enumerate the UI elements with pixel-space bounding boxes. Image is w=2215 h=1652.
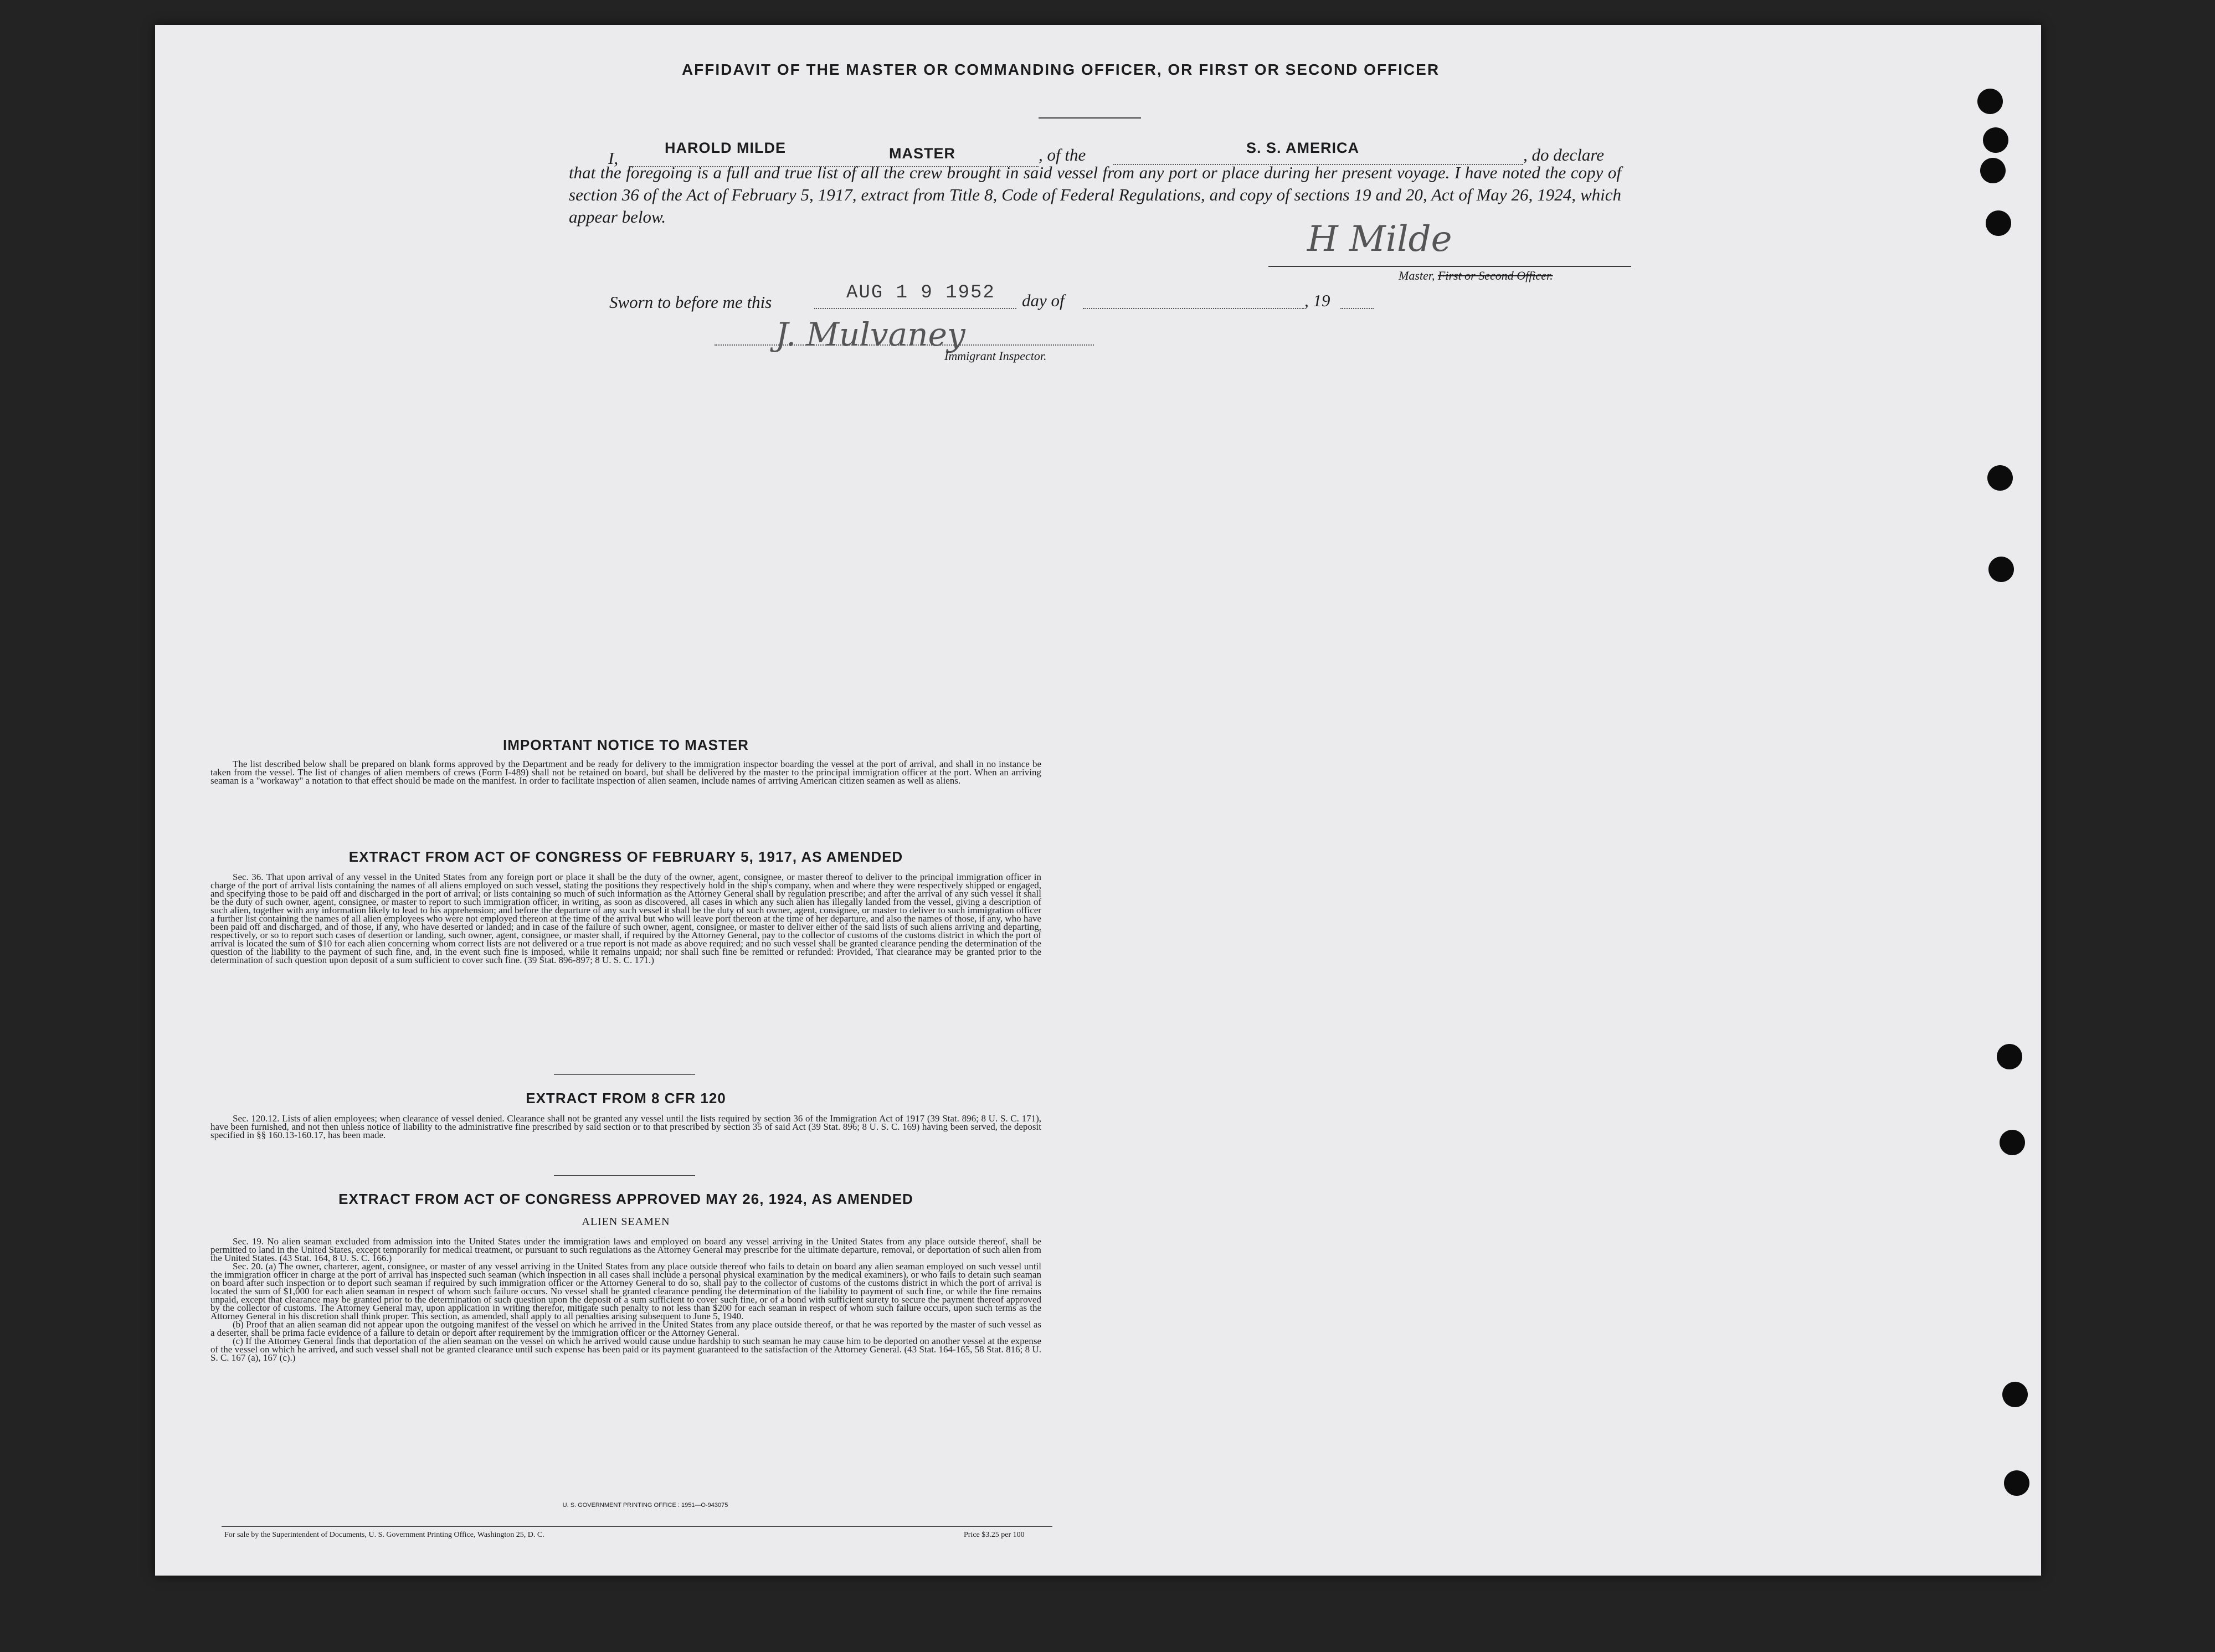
punch-hole — [1997, 1044, 2022, 1069]
notice-paragraph: The list described below shall be prepared on blank forms approved by the Department and be ready for delivery to the immigration inspector boarding the vessel at the port of arrival, and shall in no instance be taken from the vessel. The list of changes of alien members of crews (Form I-489) shall not be retained on board, but shall be delivered by the master to the principal immigration officer at the port. When an arriving seaman is a "workaway" a notation to that effect should be made on the manifest. In order to facilitate inspection of alien seamen, include names of arriving American citizen seamen as well as aliens. — [210, 759, 1041, 786]
extract-cfr-title: EXTRACT FROM 8 CFR 120 — [526, 1090, 726, 1107]
punch-hole — [1977, 89, 2003, 114]
notice-title: IMPORTANT NOTICE TO MASTER — [503, 737, 749, 753]
month-line — [1083, 308, 1304, 309]
alien-seamen-subtitle: ALIEN SEAMEN — [582, 1216, 670, 1228]
year-line — [1340, 308, 1374, 309]
punch-hole — [1983, 127, 2008, 153]
gpo-imprint: U. S. GOVERNMENT PRINTING OFFICE : 1951—O-943075 — [562, 1502, 728, 1509]
inspector-signature: J. Mulvaney — [775, 316, 965, 353]
day-of-label: day of — [1022, 291, 1065, 310]
master-caption-a: Master, — [1399, 269, 1435, 282]
punch-hole — [1988, 557, 2014, 582]
inspector-caption: Immigrant Inspector. — [944, 349, 1047, 363]
master-rank: MASTER — [889, 145, 955, 162]
punch-hole — [2000, 1130, 2025, 1155]
sworn-label: Sworn to before me this — [609, 292, 772, 312]
punch-hole — [1987, 465, 2013, 491]
inspector-line — [715, 344, 1094, 346]
extract-cfr-text — [210, 1114, 1041, 1139]
i-label: I, — [608, 148, 619, 168]
section-20a-paragraph: Sec. 20. (a) The owner, charterer, agent, consignee, or master of any vessel arriving in the United States from any place outside thereof who fails to detain on board any alien seaman employed on such vessel until the immigration officer in charge at the port of arrival has inspected such seaman (which inspection in all cases shall include a personal physical examination by the medical examiners), or who fails to detain such seaman on board after such inspection or to deport such seaman if required by such immigration officer or the Attorney General to do so, shall pay to the collector of customs of the customs district in which the port of arrival is located the sum of $1,000 for each alien seaman in respect of whom such failure occurs. No vessel shall be granted clearance pending the determination of the liability to payment of such fine, or while the fine remains unpaid, except that clearance may be granted prior to the determination of such question upon the deposit of a sum sufficient to cover such fine, or of a bond with sufficient surety to secure the payment thereof approved by the collector of customs. The Attorney General may, upon application in writing therefor, mitigate such penalty to not less than $200 for each seaman in respect of whom such failure occurs, upon such terms as the Attorney General in his discretion shall think proper. This section, as amended, shall apply to all penalties arising subsequent to June 5, 1940. — [210, 1261, 1041, 1321]
extract-1917-text — [210, 873, 1041, 964]
master-signature: H Milde — [1307, 219, 1452, 260]
vessel-name: S. S. AMERICA — [1246, 140, 1360, 156]
year-prefix: , 19 — [1304, 291, 1330, 310]
master-name: HAROLD MILDE — [665, 140, 786, 156]
footer-rule — [222, 1526, 1052, 1527]
section-19-paragraph: Sec. 19. No alien seaman excluded from admission into the United States under the immigration laws and employed on board any vessel arriving in the United States from any place outside thereof, shall be permitted to land in the United States, except temporarily for medical treatment, or pursuant to such regulations as the Attorney General may prescribe for the ultimate departure, removal, or deportation of such alien from the United States. (43 Stat. 164, 8 U. S. C. 166.) — [210, 1236, 1041, 1263]
master-caption-b: First or Second Officer. — [1437, 269, 1553, 282]
master-caption — [1399, 269, 1553, 283]
punch-hole — [2004, 1470, 2029, 1496]
master-signature-line — [1268, 266, 1631, 267]
extract-1924-title: EXTRACT FROM ACT OF CONGRESS APPROVED MAY 26, 1924, AS AMENDED — [338, 1191, 913, 1207]
section-120-paragraph: Sec. 120.12. Lists of alien employees; when clearance of vessel denied. Clearance shall not be granted any vessel until the lists required by section 36 of the Immigration Act of 1917 (39 Stat. 896; 8 U. S. C. 171), have been furnished, and not then unless notice of liability to the administrative fine prescribed by said section or to that prescribed by section 35 of said Act (39 Stat. 896; 8 U. S. C. 169) having been served, the deposit specified in §§ 160.13-160.17, has been made. — [210, 1113, 1041, 1140]
punch-hole — [1980, 158, 2006, 183]
sworn-date-stamp: AUG 1 9 1952 — [846, 282, 995, 303]
punch-hole — [1986, 210, 2011, 236]
section-divider — [554, 1074, 695, 1075]
do-declare-label: , do declare — [1523, 145, 1605, 164]
extract-1917-title: EXTRACT FROM ACT OF CONGRESS OF FEBRUARY 5, 1917, AS AMENDED — [348, 848, 903, 865]
section-36-paragraph: Sec. 36. That upon arrival of any vessel in the United States from any foreign port or place it shall be the duty of the owner, agent, consignee, or master thereof to deliver to the principal immigration officer in charge of the port of arrival lists containing the names of all aliens employed on such vessel, stating the positions they respectively hold in the ship's company, when and where they were respectively shipped or engaged, and specifying those to be paid off and discharged in the port of arrival; or lists containing so much of such information as the Attorney General shall by regulation prescribe; and after the arrival of any such vessel it shall be the duty of such owner, agent, consignee, or master to report to such immigration officer, in writing, as soon as discovered, all cases in which any such alien has illegally landed from the vessel, giving a description of such alien, together with any information likely to lead to his apprehension; and before the departure of any such vessel it shall be the duty of such owner, agent, consignee, or master to deliver to such immigration officer a further list containing the names of all alien employees who were not employed thereon at the time of the arrival but who will leave port thereon at the time of her departure, and also the names of those, if any, who have been paid off and discharged, and of those, if any, who have deserted or landed; and in case of the failure of such owner, agent, consignee, or master to deliver either of the said lists of such aliens arriving and departing, respectively, or so to report such cases of desertion or landing, such owner, agent, consignee, or master shall, if required by the Attorney General, pay to the collector of customs of the customs district in which the port of arrival is located the sum of $10 for each alien concerning whom correct lists are not delivered or a true report is not made as above required; and no such vessel shall be granted clearance pending the determination of the question of the liability to the payment of such fine, and, in the event such fine is imposed, while it remains unpaid; nor shall such fine be remitted or refunded: Provided, That clearance may be granted prior to the determination of such question upon deposit of a sum sufficient to cover such fine. (39 Stat. 896-897; 8 U. S. C. 171.) — [210, 872, 1041, 965]
sale-notice: For sale by the Superintendent of Documents, U. S. Government Printing Office, Washington 25, D. C. — [224, 1531, 544, 1539]
affidavit-title: AFFIDAVIT OF THE MASTER OR COMMANDING OFFICER, OR FIRST OR SECOND OFFICER — [681, 61, 1440, 78]
price-notice: Price $3.25 per 100 — [964, 1531, 1025, 1539]
title-divider — [1039, 117, 1141, 119]
notice-text — [210, 760, 1041, 785]
of-the-label: , of the — [1039, 145, 1086, 164]
section-20b-paragraph: (b) Proof that an alien seaman did not appear upon the outgoing manifest of the vessel on which he arrived in the United States from any place outside thereof, or that he was reported by the master of such vessel as a deserter, shall be prima facie evidence of a failure to detain or deport after requirement by the immigration officer or the Attorney General. — [210, 1319, 1041, 1338]
punch-hole — [2002, 1382, 2028, 1407]
extract-1924-text — [210, 1237, 1041, 1362]
section-divider — [554, 1175, 695, 1176]
sworn-date-line — [814, 308, 1016, 309]
declaration-text: that the foregoing is a full and true list of all the crew brought in said vessel from any port or place during her present voyage. I have noted the copy of section 36 of the Act of February 5, 1917, extract from Title 8, Code of Federal Regulations, and copy of sections 19 and 20, Act of May 26, 1924, which appear below. — [569, 163, 1621, 227]
section-20c-paragraph: (c) If the Attorney General finds that deportation of the alien seaman on the vessel on which he arrived would cause undue hardship to such seaman he may cause him to be deported on another vessel at the expense of the vessel on which he arrived, and such vessel shall not be granted clearance until such expense has been paid or its payment guaranteed to the satisfaction of the Attorney General. (43 Stat. 164-165, 58 Stat. 816; 8 U. S. C. 167 (a), 167 (c).) — [210, 1336, 1041, 1363]
